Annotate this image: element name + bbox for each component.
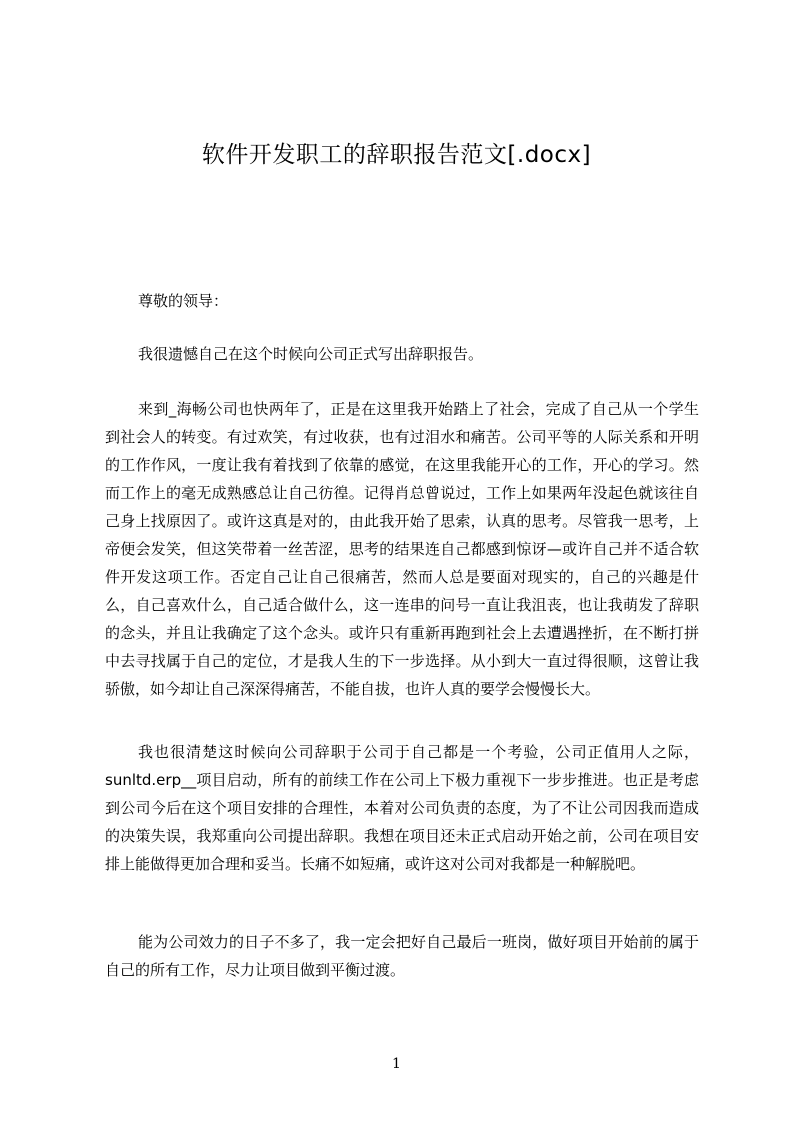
document-title: 软件开发职工的辞职报告范文[.docx] <box>201 142 592 168</box>
paragraph: 来到_海畅公司也快两年了，正是在这里我开始踏上了社会，完成了自己从一个学生到社会人的转变。有过欢笑，有过收获，也有过泪水和痛苦。公司平等的人际关系和开明的工作作风，一度让我有着找到了依靠的感觉，在这里我能开心的工作，开心的学习。然而工作上的毫无成熟感总让自己彷徨。记得肖总曾说过，工作上如果两年没起色就该往自己身上找原因了。或许这真是对的，由此我开始了思索，认真的思考。尽管我一思考，上帝便会发笑，但这笑带着一丝苦涩，思考的结果连自己都感到惊讶—或许自己并不适合软件开发这项工作。否定自己让自己很痛苦，然而人总是要面对现实的，自己的兴趣是什么，自己喜欢什么，自己适合做什么，这一连串的问号一直让我沮丧，也让我萌发了辞职的念头，并且让我确定了这个念头。或许只有重新再跑到社会上去遭遇挫折，在不断打拼中去寻找属于自己的定位，才是我人生的下一步选择。从小到大一直过得很顺，这曾让我骄傲，如今却让自己深深得痛苦，不能自拔，也许人真的要学会慢慢长大。 <box>105 400 699 698</box>
page-number: 1 <box>392 1056 401 1072</box>
paragraph: 我很遗憾自己在这个时候向公司正式写出辞职报告。 <box>138 345 484 363</box>
paragraph: 能为公司效力的日子不多了，我一定会把好自己最后一班岗，做好项目开始前的属于自己的所有工作，尽力让项目做到平衡过渡。 <box>105 933 699 979</box>
paragraph: 我也很清楚这时候向公司辞职于公司于自己都是一个考验，公司正值用人之际，sunltd.erp__项目启动，所有的前续工作在公司上下极力重视下一步步推进。也正是考虑到公司今后在这个项目安排的合理性，本着对公司负责的态度，为了不让公司因我而造成的决策失误，我郑重向公司提出辞职。我想在项目还未正式启动开始之前，公司在项目安排上能做得更加合理和妥当。长痛不如短痛，或许这对公司对我都是一种解脱吧。 <box>105 743 699 873</box>
salutation: 尊敬的领导： <box>138 292 229 310</box>
